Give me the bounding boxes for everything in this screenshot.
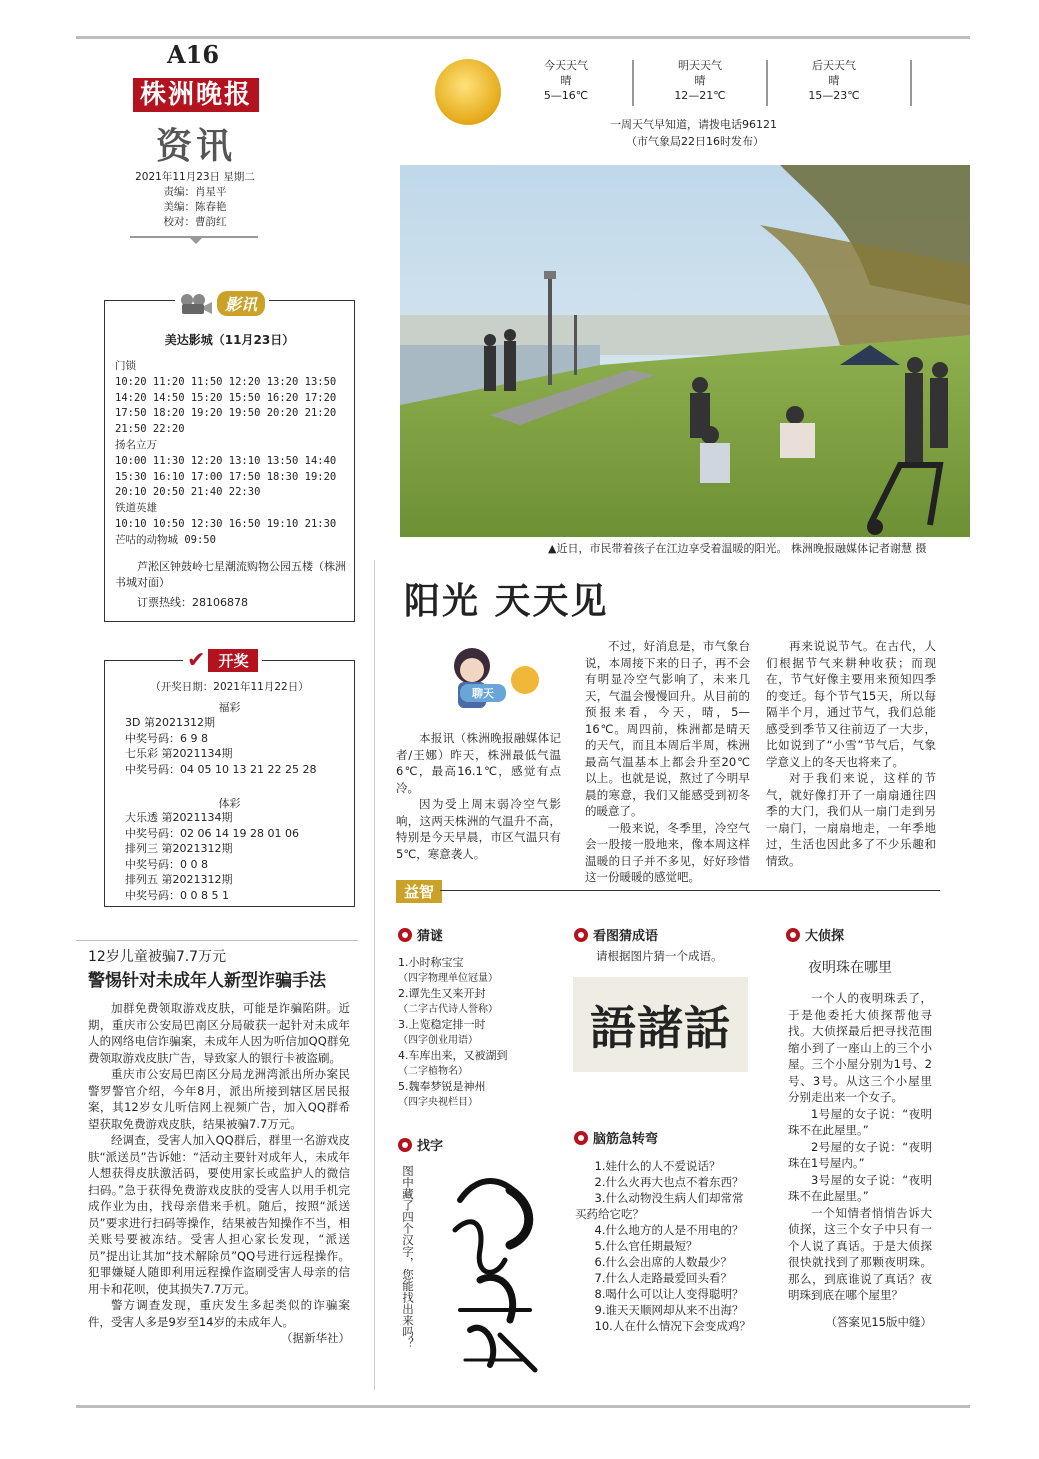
date-line: 2021年11月23日 星期二 [135, 171, 255, 183]
detective-title: 大侦探 [786, 925, 844, 944]
fraud-source: （据新华社） [281, 1331, 350, 1345]
idiom-image: 語諸話 [573, 977, 748, 1072]
cinema-address: 芦淞区钟鼓岭七星潮流购物公园五楼（株洲书城对面） [115, 560, 346, 589]
header-credits [130, 170, 260, 230]
column-badge [440, 640, 545, 715]
film-projector-icon [179, 293, 213, 315]
check-icon: ✔ [187, 647, 206, 673]
welfare-title: 福彩 [218, 701, 241, 714]
cinema-box [104, 295, 355, 622]
lottery-box [104, 647, 355, 907]
fraud-subtitle: 12岁儿童被骗7.7万元 [88, 949, 227, 965]
proofreader: 校对：曹韵红 [163, 216, 227, 228]
photo-caption: ▲近日，市民带着孩子在江边享受着温暖的阳光。 株洲晚报融媒体记者谢慧 摄 [548, 542, 927, 555]
cinema-schedule: 门锁 10:20 11:20 11:50 12:20 13:20 13:50 14:20 14:50 15:20 15:50 16:20 17:20 17:50 18:20 19:20 19:50 20:20 21:20 21:50 22:20 扬名立万 10:00 11:30 12:20 13:10 13:50 14:40 15:30 16:10 17:00 17:50 18:30 19:20 20:10 20:50 21:40 22:30 铁道英雄 10:10 10:50 12:30 16:50 19:10 21:30 芒咕的动物城 09:50 [115, 360, 337, 546]
weather-source: （市气象局22日16时发布） [626, 135, 764, 148]
cinema-header [175, 291, 269, 316]
brain-questions: 1.娃什么的人不爱说话？ 2.什么火再大也点不着东西？ 3.什么动物没生病人们却常常买药给它吃？ 4.什么地方的人是不用电的？ 5.什么官任期最短？ 6.什么会出席的人数最少？ 7.什么人走路最爱回头看？ 8.喝什么可以让人变得聪明？ 9.谁天天顺网却从来不出海？ 10.人在什么情况下会变成鸡？ [575, 1159, 751, 1333]
main-article-col-3: 再来说说节气。在古代，人们根据节气来耕种收获；而现在，节气好像主要用来预知四季的变迁。每个节气15天，所以每隔半个月，通过节气，我们总能感受到季节又往前迈了一大步，比如说到了“小雪”节气后，气象学意义上的冬天也将来了。 对于我们来说，这样的节气，就好像打开了一扇扇通往四季的大门，我们从一扇门走到另一扇门，一扇扇地走，一年季地过，生活也因此多了不少乐趣和情致。 [766, 639, 936, 868]
detective-bullet-icon [786, 928, 800, 942]
brain-bullet-icon [574, 1131, 588, 1145]
sports-results: 大乐透 第2021134期 中奖号码：02 06 14 19 28 01 06 排列三 第2021312期 中奖号码：0 0 8 排列五 第2021312期 中奖号码：0 0 8 5 1 [125, 811, 299, 902]
lottery-draw-date: （开奖日期：2021年11月22日） [150, 681, 309, 693]
sun-icon [428, 52, 508, 132]
designer: 美编：陈春艳 [163, 201, 227, 213]
riddle-title: 猜谜 [398, 925, 443, 944]
lottery-header [183, 649, 262, 672]
riddle-bullet-icon [398, 928, 412, 942]
answer-note: （答案见15版中缝） [825, 1314, 932, 1329]
puzzle-section-label: 益智 [396, 880, 442, 903]
welfare-results: 3D 第2021312期 中奖号码：6 9 8 七乐彩 第2021134期 中奖号码：04 05 10 13 21 22 25 28 [125, 716, 317, 776]
fraud-title: 警惕针对未成年人新型诈骗手法 [88, 971, 326, 991]
detective-story: 一个人的夜明珠丢了，于是他委托大侦探帮他寻找。大侦探最后把寻找范围缩小到了一座山上的三个小屋。三个小屋分别为1号、2号、3号。从这三个小屋里分别走出来一个女子。 1号屋的女子说：“夜明珠不在此屋里。” 2号屋的女子说：“夜明珠在1号屋内。” 3号屋的女子说：“夜明珠不在此屋里。” 一个知情者悄悄告诉大侦探，这三个女子中只有一个人说了真话。于是大侦探很快就找到了那颗夜明珠。那么，到底谁说了真话？夜明珠到底在哪个屋里？ （答案见15版中缝） [788, 991, 932, 1329]
header-pointer [188, 236, 204, 244]
sports-title: 体彩 [218, 797, 241, 810]
hidden-characters-image [440, 1160, 550, 1375]
riddle-list: 1.小时称宝宝 （四字物理单位冠量） 2.谭先生又来开封 （二字古代诗人誉称） 3.上览稳定排一时 （四字创业用语） 4.车库出来，又被湖到 （二字植物名） 5.魏奉梦锐是神州 （四字央视栏目） [398, 956, 508, 1108]
fraud-body: 加群免费领取游戏皮肤，可能是诈骗陷阱。近期，重庆市公安局巴南区分局破获一起针对未成年人的网络电信诈骗案，未成年人因为听信加QQ群免费领取游戏皮肤广告，导致家人的银行卡被盗刷。 重庆市公安局巴南区分局龙洲湾派出所办案民警罗警官介绍，今年8月，派出所接到辖区居民报案，其12岁女儿听信网上视频广告，加入QQ群希望获取免费游戏皮肤，结果被骗7.7万元。 经调查，受害人加入QQ群后，群里一名游戏皮肤“派送员”告诉她：“活动主要针对成年人，未成年人想获得皮肤激活码，要使用家长或监护人的微信扫码。”急于获得免费游戏皮肤的受害人以用手机完成作业为由，找母亲借来手机。随后，按照“派送员”要求进行扫码等操作，结果被告知操作不当，相关账号要被冻结。受害人担心家长发现，“派送员”提出让其加“技术解除员”QQ号进行远程操作。犯罪嫌疑人随即利用远程操作盗刷受害人母亲的信用卡和花呗，使其损失7.7万元。 警方调查发现，重庆发生多起类似的诈骗案件，受害人多是9岁至14岁的未成年人。 （据新华社） [88, 1001, 350, 1345]
idiom-prompt: 请根据图片猜一个成语。 [596, 949, 723, 963]
detective-story-title: 夜明珠在哪里 [808, 960, 892, 976]
main-headline: 阳光 天天见 [404, 580, 609, 622]
cinema-title: 美达影城（11月23日） [164, 333, 295, 347]
cinema-booking: 订票热线：28106878 [137, 596, 248, 609]
idiom-bullet-icon [574, 928, 588, 942]
weather-hotline: 一周天气早知道，请拨电话96121 [610, 118, 777, 131]
main-article-col-1: 本报讯（株洲晚报融媒体记者/王娜）昨天，株洲最低气温6℃，最高16.1℃，感觉有点冷。 因为受上周末弱冷空气影响，这两天株洲的气温升不高，特别是今天早晨，市区气温只有5℃，寒意袭人。 [396, 731, 561, 861]
lottery-section-label: 开奖 [208, 649, 258, 672]
find-prompt: 图中藏了四个汉字，您能找出来吗？ [401, 1165, 415, 1349]
section-title: 资讯 [156, 125, 237, 167]
column-badge-label: 聊天 [460, 684, 506, 702]
cinema-section-label: 影讯 [217, 291, 265, 316]
idiom-title: 看图猜成语 [574, 925, 658, 944]
weather-day-tomorrow: 明天天气 晴 12—21℃ [674, 59, 726, 102]
brain-title: 脑筋急转弯 [574, 1128, 658, 1147]
weather-forecast [500, 58, 915, 110]
weather-day-after: 后天天气 晴 15—23℃ [808, 59, 860, 102]
weather-day-today: 今天天气 晴 5—16℃ [543, 59, 589, 102]
page-number: A16 [167, 40, 220, 69]
find-title: 找字 [398, 1135, 443, 1154]
find-bullet-icon [398, 1138, 412, 1152]
editor: 责编：肖星平 [163, 186, 227, 198]
park-photo [400, 165, 970, 537]
main-article-col-2: 不过，好消息是，市气象台说，本周接下来的日子，再不会有明显冷空气影响了，未来几天，气温会慢慢回升。从目前的预报来看，今天，晴，5—16℃。周四前，株洲都是晴天的天气，而且本周后半周，株洲最高气温基本上都会升至20℃以上。也就是说，熬过了今明早晨的寒意，我们又能感受到初冬的暖意了。 一般来说，冬季里，冷空气会一股接一股地来，像本周这样温暖的日子并不多见，好好珍惜这一份暖暖的感觉吧。 [585, 639, 750, 884]
masthead-logo: 株洲晚报 [133, 78, 259, 112]
